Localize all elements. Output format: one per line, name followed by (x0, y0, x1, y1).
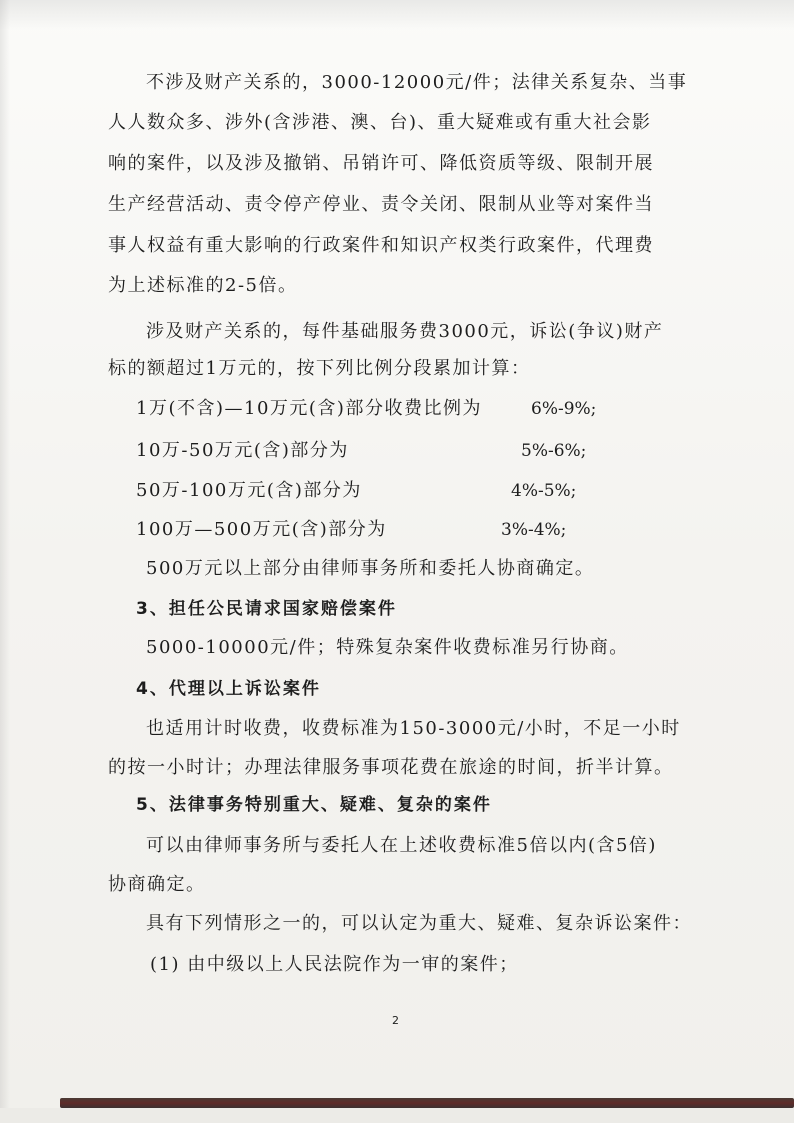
paragraph-line: 为上述标准的2-5倍。 (108, 275, 298, 296)
paragraph-line: 不涉及财产关系的，3000-12000元/件；法律关系复杂、当事 (146, 72, 688, 93)
paragraph-line: 5000-10000元/件；特殊复杂案件收费标准另行协商。 (146, 637, 629, 658)
paragraph-line: 的按一小时计；办理法律服务事项花费在旅途的时间，折半计算。 (108, 757, 674, 778)
page-number: 2 (392, 1014, 399, 1027)
paragraph-line: 事人权益有重大影响的行政案件和知识产权类行政案件，代理费 (108, 235, 654, 256)
paragraph-line: 可以由律师事务所与委托人在上述收费标准5倍以内(含5倍) (146, 835, 657, 856)
paragraph-line: 涉及财产关系的，每件基础服务费3000元，诉讼(争议)财产 (146, 321, 664, 342)
fee-tier-rate: 6%-9%; (531, 399, 597, 419)
paragraph-line: 响的案件，以及涉及撤销、吊销许可、降低资质等级、限制开展 (108, 153, 654, 174)
paragraph-line: 人人数众多、涉外(含涉港、澳、台)、重大疑难或有重大社会影 (108, 112, 652, 133)
paragraph-line: 生产经营活动、责令停产停业、责令关闭、限制从业等对案件当 (108, 194, 654, 215)
fee-tier-label: 50万-100万元(含)部分为 (136, 480, 362, 501)
fee-tier-rate: 4%-5%; (511, 481, 577, 501)
paragraph-line: 500万元以上部分由律师事务所和委托人协商确定。 (146, 558, 595, 579)
paragraph-line: 标的额超过1万元的，按下列比例分段累加计算： (108, 358, 531, 379)
scan-bottom-edge (60, 1098, 794, 1108)
fee-tier-rate: 5%-6%; (521, 441, 587, 461)
paragraph-line: 也适用计时收费，收费标准为150-3000元/小时，不足一小时 (146, 718, 681, 739)
fee-tier-rate: 3%-4%; (501, 520, 567, 540)
scan-bottom-margin (0, 1108, 794, 1123)
section-heading: 5、法律事务特别重大、疑难、复杂的案件 (136, 795, 492, 815)
scan-shadow-left (0, 0, 10, 1123)
section-heading: 3、担任公民请求国家赔偿案件 (136, 599, 397, 619)
paragraph-line: 具有下列情形之一的，可以认定为重大、疑难、复杂诉讼案件： (146, 913, 692, 934)
scan-shadow-top (0, 0, 794, 30)
fee-tier-label: 100万—500万元(含)部分为 (136, 519, 387, 540)
paragraph-line: (1) 由中级以上人民法院作为一审的案件； (150, 954, 519, 975)
paragraph-line: 协商确定。 (108, 874, 206, 895)
fee-tier-label: 10万-50万元(含)部分为 (136, 440, 349, 461)
fee-tier-label: 1万(不含)—10万元(含)部分收费比例为 (136, 398, 482, 419)
section-heading: 4、代理以上诉讼案件 (136, 679, 321, 699)
